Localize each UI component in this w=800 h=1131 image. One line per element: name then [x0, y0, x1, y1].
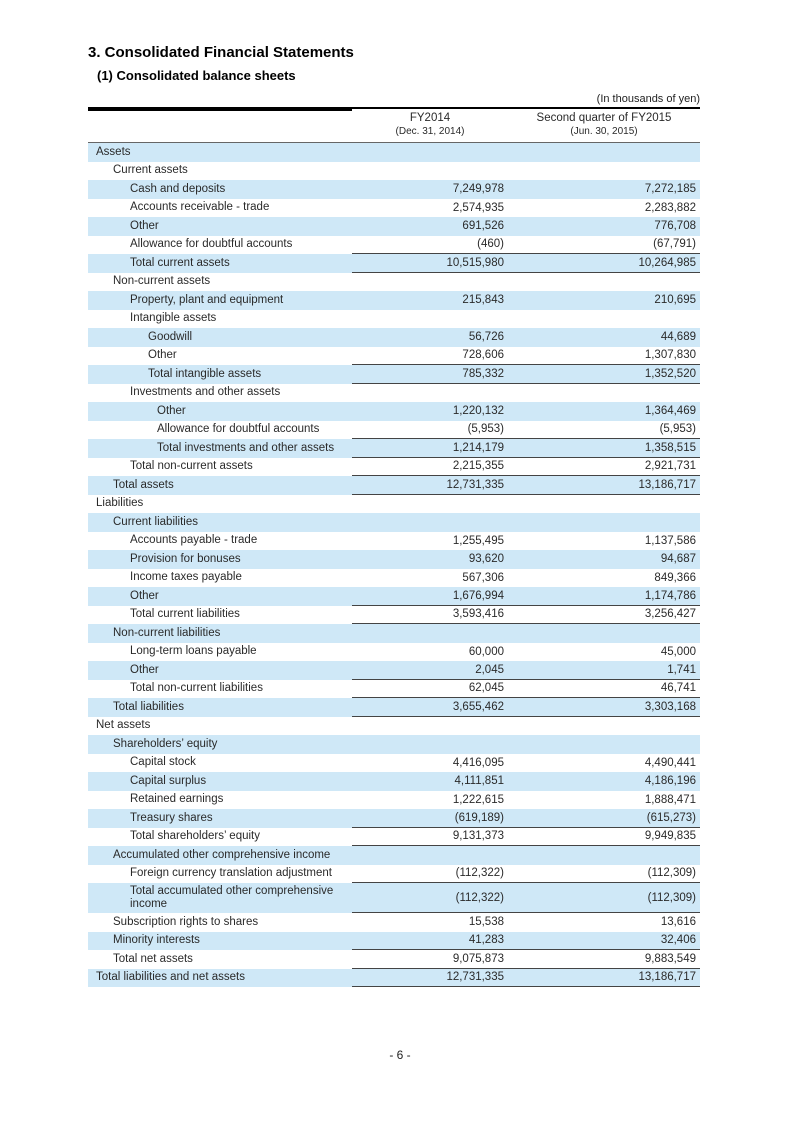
- row-value-fy2014: 7,249,978: [452, 183, 504, 196]
- row-value-fy2014: 56,726: [468, 331, 504, 344]
- table-row: [88, 550, 700, 569]
- row-value-fy2015-q2: [508, 624, 700, 643]
- row-value-fy2014: [352, 846, 508, 865]
- row-value-fy2014: (112,322): [352, 865, 508, 884]
- row-label: Other: [148, 349, 177, 362]
- table-row: [88, 291, 700, 310]
- table-row: [88, 643, 700, 662]
- row-label: Subscription rights to shares: [113, 915, 259, 928]
- row-value-fy2014: 215,843: [462, 294, 504, 307]
- row-label: Non-current assets: [113, 275, 211, 288]
- table-row: [88, 969, 700, 988]
- row-value-fy2015-q2: 849,366: [654, 571, 696, 584]
- row-value-fy2015-q2: 9,949,835: [508, 828, 700, 847]
- row-value-fy2014: 15,538: [468, 916, 504, 929]
- row-value-fy2014: [352, 735, 508, 754]
- row-value-fy2015-q2: 1,888,471: [644, 793, 696, 806]
- row-value-fy2014: 4,111,851: [454, 775, 504, 788]
- row-value-fy2014: 9,075,873: [352, 950, 508, 969]
- table-row: [88, 606, 700, 625]
- row-value-fy2015-q2: [508, 735, 700, 754]
- table-row: [88, 421, 700, 440]
- table-row: [88, 883, 700, 913]
- table-row: [88, 180, 700, 199]
- row-value-fy2014: 567,306: [462, 571, 504, 584]
- row-value-fy2015-q2: [508, 384, 700, 403]
- row-value-fy2015-q2: 44,689: [660, 331, 696, 344]
- row-label: Total shareholders’ equity: [130, 830, 260, 843]
- table-row: [88, 932, 700, 951]
- header-label-spacer: [88, 107, 352, 142]
- row-value-fy2014: 10,515,980: [352, 254, 508, 273]
- row-value-fy2015-q2: 1,137,586: [644, 534, 696, 547]
- row-value-fy2015-q2: 3,303,168: [508, 698, 700, 717]
- row-value-fy2015-q2: 3,256,427: [508, 606, 700, 625]
- row-value-fy2014: [352, 310, 508, 329]
- table-row: [88, 754, 700, 773]
- table-row: [88, 273, 700, 292]
- table-row: [88, 162, 700, 181]
- unit-note: (In thousands of yen): [596, 93, 700, 105]
- table-row: [88, 828, 700, 847]
- row-label: Total intangible assets: [148, 367, 262, 380]
- row-label: Accumulated other comprehensive income: [113, 848, 331, 861]
- row-value-fy2015-q2: (5,953): [508, 421, 700, 440]
- row-value-fy2015-q2: 13,616: [660, 916, 696, 929]
- row-value-fy2015-q2: 13,186,717: [508, 476, 700, 495]
- row-label: Shareholders’ equity: [113, 737, 218, 750]
- row-value-fy2015-q2: 94,687: [660, 553, 696, 566]
- row-value-fy2014: (619,189): [352, 809, 508, 828]
- row-value-fy2015-q2: 32,406: [508, 932, 700, 951]
- row-label: Total current liabilities: [130, 608, 240, 621]
- row-label: Goodwill: [148, 330, 193, 343]
- row-label: Provision for bonuses: [130, 552, 241, 565]
- table-row: [88, 347, 700, 366]
- row-label: Long-term loans payable: [130, 645, 257, 658]
- table-row: [88, 513, 700, 532]
- column-header-fy2015-q2: [508, 107, 700, 142]
- row-label: Foreign currency translation adjustment: [130, 867, 332, 880]
- row-value-fy2015-q2: 2,921,731: [508, 458, 700, 477]
- row-value-fy2014: 1,214,179: [352, 439, 508, 458]
- row-value-fy2015-q2: 10,264,985: [508, 254, 700, 273]
- row-label: Current assets: [113, 164, 188, 177]
- row-value-fy2014: 1,220,132: [452, 405, 504, 418]
- row-value-fy2014: (460): [352, 236, 508, 255]
- table-header-row: [88, 107, 700, 143]
- row-label: Total net assets: [113, 952, 193, 965]
- row-value-fy2014: 691,526: [462, 220, 504, 233]
- table-row: [88, 717, 700, 736]
- row-value-fy2014: 2,215,355: [352, 458, 508, 477]
- row-value-fy2015-q2: 45,000: [660, 645, 696, 658]
- row-value-fy2014: 2,574,935: [452, 201, 504, 214]
- row-value-fy2015-q2: 46,741: [508, 680, 700, 699]
- table-row: [88, 532, 700, 551]
- row-value-fy2014: 785,332: [352, 365, 508, 384]
- table-row: [88, 913, 700, 932]
- row-label: Accounts receivable - trade: [130, 201, 270, 214]
- row-value-fy2015-q2: 1,364,469: [644, 405, 696, 418]
- table-row: [88, 458, 700, 477]
- table-row: [88, 384, 700, 403]
- row-value-fy2015-q2: 210,695: [654, 294, 696, 307]
- row-value-fy2014: 1,676,994: [352, 587, 508, 606]
- row-label: Cash and deposits: [130, 182, 226, 195]
- table-row: [88, 809, 700, 828]
- row-label: Total liabilities and net assets: [96, 971, 245, 984]
- row-value-fy2014: [352, 384, 508, 403]
- table-row: [88, 865, 700, 884]
- row-label: Net assets: [96, 719, 151, 732]
- row-value-fy2015-q2: (112,309): [508, 865, 700, 884]
- row-value-fy2014: (112,322): [352, 883, 508, 913]
- column-header-fy2015-q2-date: (Jun. 30, 2015): [570, 126, 638, 137]
- row-label: Capital surplus: [130, 774, 207, 787]
- page-title: 3. Consolidated Financial Statements: [88, 44, 354, 61]
- table-row: [88, 772, 700, 791]
- row-label: Property, plant and equipment: [130, 293, 284, 306]
- row-value-fy2014: 12,731,335: [352, 476, 508, 495]
- table-row: [88, 402, 700, 421]
- row-value-fy2014: 2,045: [352, 661, 508, 680]
- row-label: Minority interests: [113, 934, 200, 947]
- row-value-fy2015-q2: 9,883,549: [508, 950, 700, 969]
- row-value-fy2014: 3,655,462: [352, 698, 508, 717]
- row-label: Other: [130, 663, 159, 676]
- column-header-fy2015-q2-label: Second quarter of FY2015: [536, 112, 672, 124]
- table-row: [88, 698, 700, 717]
- table-row: [88, 439, 700, 458]
- row-label: Accounts payable - trade: [130, 534, 258, 547]
- row-value-fy2014: 3,593,416: [352, 606, 508, 625]
- table-row: [88, 254, 700, 273]
- row-label: Treasury shares: [130, 811, 213, 824]
- row-label: Total investments and other assets: [157, 441, 335, 454]
- row-label: Assets: [96, 145, 131, 158]
- table-row: [88, 365, 700, 384]
- table-row: [88, 236, 700, 255]
- row-value-fy2015-q2: [508, 273, 700, 292]
- row-value-fy2015-q2: 13,186,717: [508, 969, 700, 988]
- row-value-fy2015-q2: [508, 846, 700, 865]
- row-value-fy2014: 12,731,335: [352, 969, 508, 988]
- row-value-fy2014: [352, 495, 508, 514]
- row-value-fy2014: [352, 162, 508, 181]
- row-value-fy2015-q2: [508, 495, 700, 514]
- table-row: [88, 217, 700, 236]
- table-row: [88, 735, 700, 754]
- row-value-fy2014: 1,222,615: [452, 793, 504, 806]
- row-label: Other: [130, 219, 159, 232]
- row-value-fy2014: 62,045: [352, 680, 508, 699]
- table-row: [88, 569, 700, 588]
- page-subtitle: (1) Consolidated balance sheets: [97, 68, 296, 83]
- row-label: Total non-current assets: [130, 460, 253, 473]
- table-row: [88, 950, 700, 969]
- row-value-fy2014: 60,000: [468, 645, 504, 658]
- table-body: [88, 143, 700, 987]
- row-label: Total assets: [113, 478, 174, 491]
- row-value-fy2015-q2: 1,741: [508, 661, 700, 680]
- row-label: Capital stock: [130, 756, 196, 769]
- table-row: [88, 791, 700, 810]
- row-value-fy2015-q2: 1,174,786: [508, 587, 700, 606]
- column-header-fy2014: [352, 107, 508, 142]
- table-row: [88, 143, 700, 162]
- table-row: [88, 680, 700, 699]
- table-row: [88, 661, 700, 680]
- row-value-fy2015-q2: 2,283,882: [644, 201, 696, 214]
- row-value-fy2014: (5,953): [352, 421, 508, 440]
- row-value-fy2015-q2: (67,791): [508, 236, 700, 255]
- row-label: Investments and other assets: [130, 386, 281, 399]
- row-value-fy2014: 4,416,095: [452, 756, 504, 769]
- row-value-fy2014: [352, 513, 508, 532]
- row-label: Retained earnings: [130, 793, 224, 806]
- row-value-fy2015-q2: 1,358,515: [508, 439, 700, 458]
- row-value-fy2015-q2: [508, 717, 700, 736]
- row-value-fy2014: [352, 624, 508, 643]
- table-row: [88, 587, 700, 606]
- row-value-fy2015-q2: [508, 310, 700, 329]
- row-value-fy2015-q2: 4,490,441: [644, 756, 696, 769]
- row-label: Total current assets: [130, 256, 230, 269]
- row-value-fy2014: 728,606: [352, 347, 508, 366]
- row-value-fy2015-q2: (615,273): [508, 809, 700, 828]
- column-header-fy2014-date: (Dec. 31, 2014): [395, 126, 465, 137]
- row-label: Total non-current liabilities: [130, 682, 263, 695]
- table-row: [88, 310, 700, 329]
- row-label: Income taxes payable: [130, 571, 242, 584]
- row-value-fy2015-q2: 1,307,830: [508, 347, 700, 366]
- table-row: [88, 624, 700, 643]
- row-value-fy2015-q2: (112,309): [508, 883, 700, 913]
- row-label: Total liabilities: [113, 700, 184, 713]
- row-value-fy2015-q2: [508, 513, 700, 532]
- row-value-fy2014: 9,131,373: [352, 828, 508, 847]
- row-value-fy2015-q2: 1,352,520: [508, 365, 700, 384]
- page-number: - 6 -: [389, 1048, 411, 1062]
- row-label: Other: [130, 589, 159, 602]
- row-value-fy2014: [352, 717, 508, 736]
- row-value-fy2014: 93,620: [468, 553, 504, 566]
- table-row: [88, 495, 700, 514]
- balance-sheet-table: [88, 107, 700, 987]
- row-value-fy2014: 41,283: [352, 932, 508, 951]
- row-value-fy2015-q2: 4,186,196: [644, 775, 696, 788]
- column-header-fy2014-label: FY2014: [409, 112, 451, 124]
- row-label: Allowance for doubtful accounts: [157, 423, 320, 436]
- row-label: Total accumulated other comprehensive income: [130, 885, 334, 910]
- row-value-fy2014: [352, 273, 508, 292]
- table-row: [88, 199, 700, 218]
- row-value-fy2015-q2: [508, 162, 700, 181]
- table-row: [88, 476, 700, 495]
- row-label: Current liabilities: [113, 515, 199, 528]
- row-label: Liabilities: [96, 497, 144, 510]
- row-label: Intangible assets: [130, 312, 217, 325]
- row-label: Allowance for doubtful accounts: [130, 238, 293, 251]
- row-value-fy2014: [352, 143, 508, 162]
- row-label: Other: [157, 404, 186, 417]
- table-row: [88, 846, 700, 865]
- row-value-fy2015-q2: 776,708: [654, 220, 696, 233]
- table-row: [88, 328, 700, 347]
- row-value-fy2015-q2: 7,272,185: [644, 183, 696, 196]
- row-value-fy2015-q2: [508, 143, 700, 162]
- row-value-fy2014: 1,255,495: [452, 534, 504, 547]
- row-label: Non-current liabilities: [113, 626, 221, 639]
